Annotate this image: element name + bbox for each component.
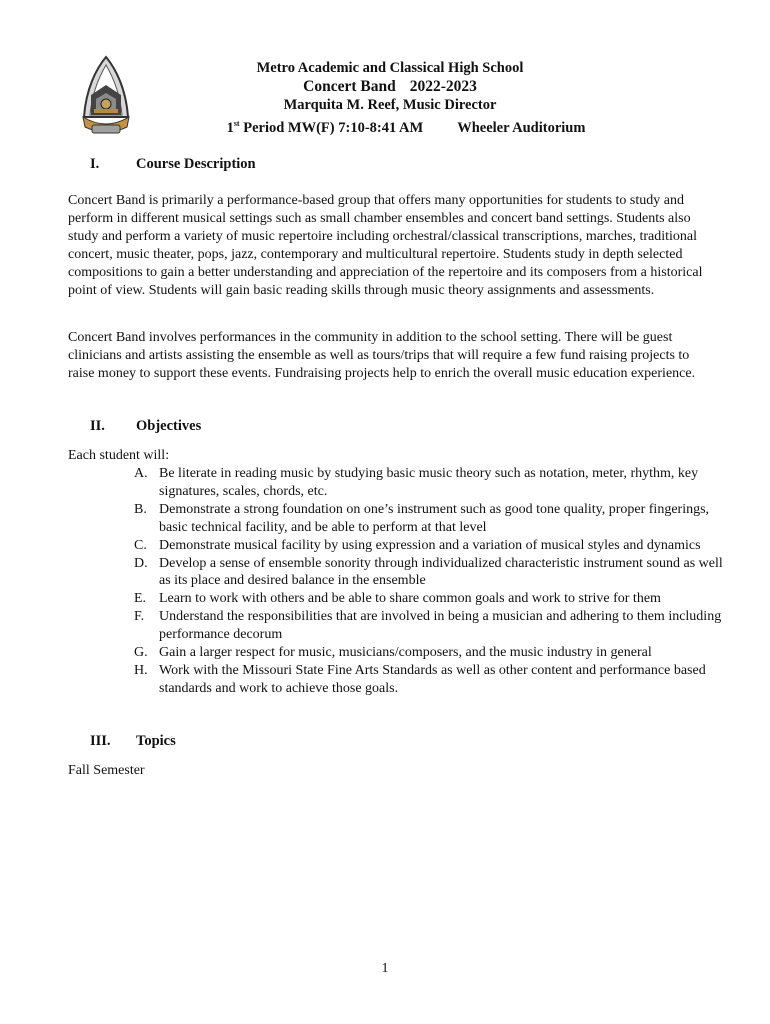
section-heading-topics: [90, 733, 176, 750]
list-item: C. Demonstrate musical facility by using expression and a variation of musical styles and dynamics: [134, 537, 701, 553]
objectives-list: [134, 465, 724, 698]
school-crest-logo: [78, 55, 134, 141]
description-paragraph-1: Concert Band is primarily a performance-based group that offers many opportunities for students to study and perform in different musical settings such as small chamber ensembles and concert band settings. Students also study and perform a variety of music repertoire including orchestral/classical transcriptions, marches, traditional concert, music theater, pops, jazz, contemporary and multicultural repertoire. Students study in depth selected compositions to gain a better understanding and appreciation of the repertoire and its composers from a historical point of view. Students will gain basic reading skills through music theory assignments and assessments.: [68, 193, 703, 298]
section-title: Objectives: [136, 418, 202, 434]
section-number: II.: [90, 418, 105, 434]
section-heading-objectives: [90, 418, 201, 435]
objectives-intro: Each student will:: [68, 448, 170, 463]
period-number: 1: [226, 119, 234, 136]
section-number: I.: [90, 156, 100, 172]
list-item: G. Gain a larger respect for music, musicians/composers, and the music industry in general: [134, 645, 652, 661]
period-time: Period MW(F) 7:10-8:41 AM: [243, 119, 424, 136]
list-item: D. Develop a sense of ensemble sonority through individualized characteristic instrument sound as well as its place and desired balance in the ensemble: [134, 555, 723, 589]
period-suffix: st: [233, 119, 240, 128]
list-item: A. Be literate in reading music by studying basic music theory such as notation, meter, rhythm, key signatures, scales, chords, etc.: [134, 466, 699, 499]
course-line: [150, 77, 630, 96]
page-number: 1: [381, 961, 389, 976]
course-title: Concert Band: [303, 78, 396, 95]
section-heading-course-description: [90, 156, 256, 173]
school-year: 2022-2023: [409, 78, 477, 95]
location: Wheeler Auditorium: [457, 119, 586, 136]
section-title: Topics: [136, 733, 176, 749]
list-item: B. Demonstrate a strong foundation on one’s instrument such as good tone quality, proper fingerings, basic technical facility, and be able to perform at that level: [134, 501, 710, 535]
section-title: Course Description: [136, 156, 256, 172]
document-header: [150, 59, 630, 138]
topics-semester: Fall Semester: [68, 763, 145, 778]
period-line: [182, 114, 630, 138]
list-item: H. Work with the Missouri State Fine Arts Standards as well as other content and performance based standards and work to achieve those goals.: [134, 662, 706, 696]
description-paragraph-2: Concert Band involves performances in the community in addition to the school setting. There will be guest clinicians and artists assisting the ensemble as well as tours/trips that will require a few fund raising projects to raise money to support these events. Fundraising projects help to enrich the overall music education experience.: [68, 330, 696, 381]
school-name: Metro Academic and Classical High School: [256, 60, 524, 76]
section-number: III.: [90, 733, 111, 749]
list-item: E. Learn to work with others and be able to share common goals and work to strive for them: [134, 591, 661, 607]
list-item: F. Understand the responsibilities that are involved in being a musician and adhering to them including performance decorum: [134, 609, 722, 643]
director-line: Marquita M. Reef, Music Director: [283, 97, 497, 113]
